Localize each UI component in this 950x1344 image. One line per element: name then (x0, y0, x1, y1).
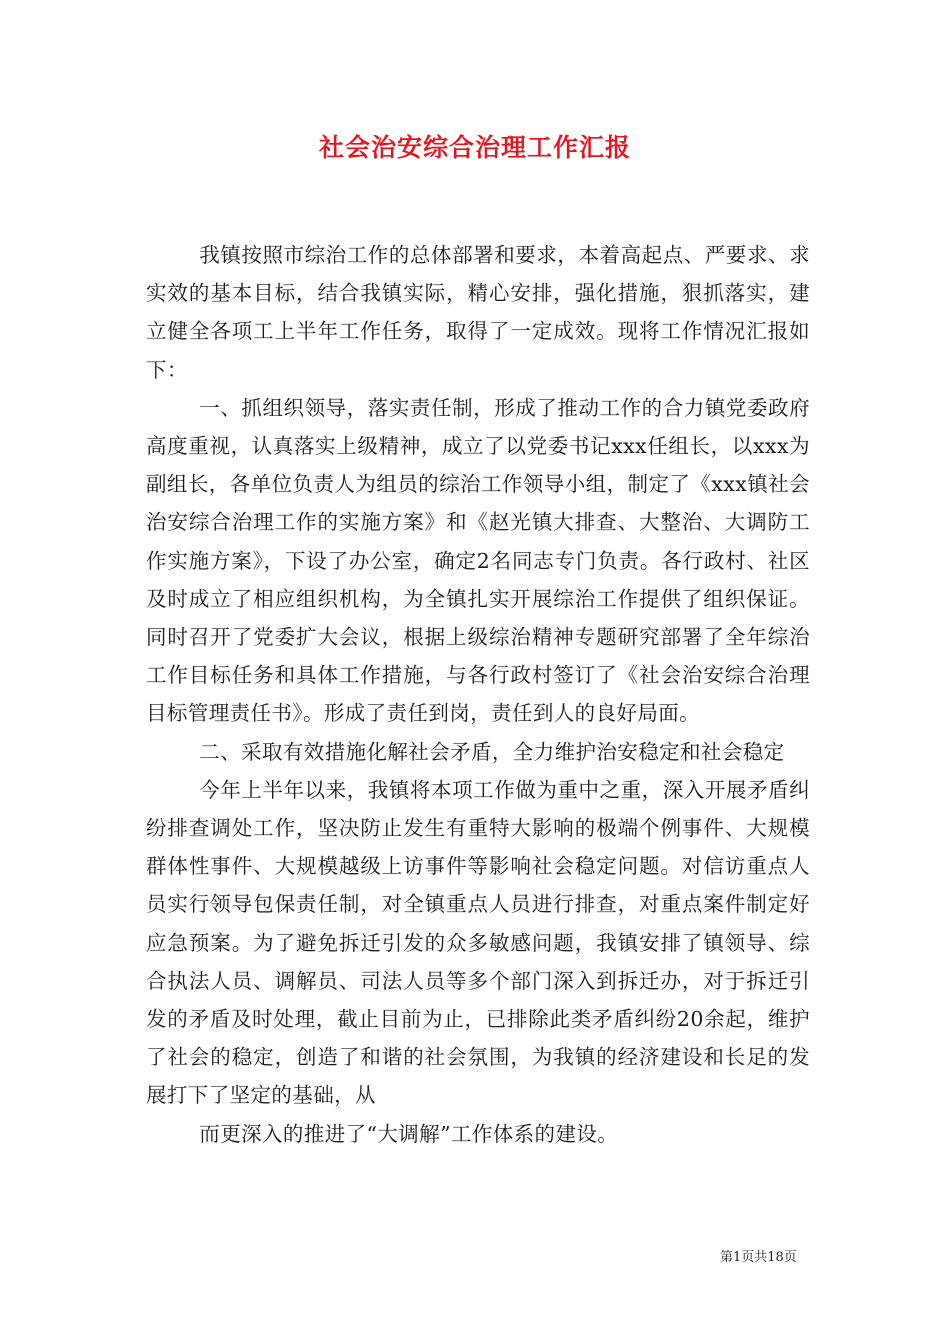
paragraph-continuation: 而更深入的推进了“大调解”工作体系的建设。 (199, 1121, 619, 1146)
paragraph-section-one: 一、抓组织领导，落实责任制，形成了推动工作的合力镇党委政府高度重视，认真落实上级精神，成立了以党委书记xxx任组长，以xxx为副组长，各单位负责人为组员的综治工作领导小组，制定了《xxx镇社会治安综合治理工作的实施方案》和《赵光镇大排查、大整治、大调防工作实施方案》，下设了办公室，确定2名同志专门负责。各行政村、社区及时成立了相应组织机构，为全镇扎实开展综治工作提供了组织保证。同时召开了党委扩大会议，根据上级综治精神专题研究部署了全年综治工作目标任务和具体工作措施，与各行政村签订了《社会治安综合治理目标管理责任书》。形成了责任到岗，责任到人的良好局面。 (146, 395, 810, 726)
document-body (146, 236, 810, 1153)
page-number-footer: 第1页共18页 (720, 1250, 797, 1265)
paragraph-section-two-heading: 二、采取有效措施化解社会矛盾，全力维护治安稳定和社会稳定 (199, 739, 785, 764)
document-title: 社会治安综合治理工作汇报 (318, 133, 631, 162)
paragraph-section-two-body: 今年上半年以来，我镇将本项工作做为重中之重，深入开展矛盾纠纷排查调处工作，坚决防止发生有重特大影响的极端个例事件、大规模群体性事件、大规模越级上访事件等影响社会稳定问题。对信访重点人员实行领导包保责任制，对全镇重点人员进行排查，对重点案件制定好应急预案。为了避免拆迁引发的众多敏感问题，我镇安排了镇领导、综合执法人员、调解员、司法人员等多个部门深入到拆迁办，对于拆迁引发的矛盾及时处理，截止目前为止，已排除此类矛盾纠纷20余起，维护了社会的稳定，创造了和谐的社会氛围，为我镇的经济建设和长足的发展打下了坚定的基础，从 (146, 777, 810, 1108)
paragraph-intro: 我镇按照市综治工作的总体部署和要求，本着高起点、严要求、求实效的基本目标，结合我镇实际，精心安排，强化措施，狠抓落实，建立健全各项工上半年工作任务，取得了一定成效。现将工作情况汇报如下： (146, 243, 810, 382)
